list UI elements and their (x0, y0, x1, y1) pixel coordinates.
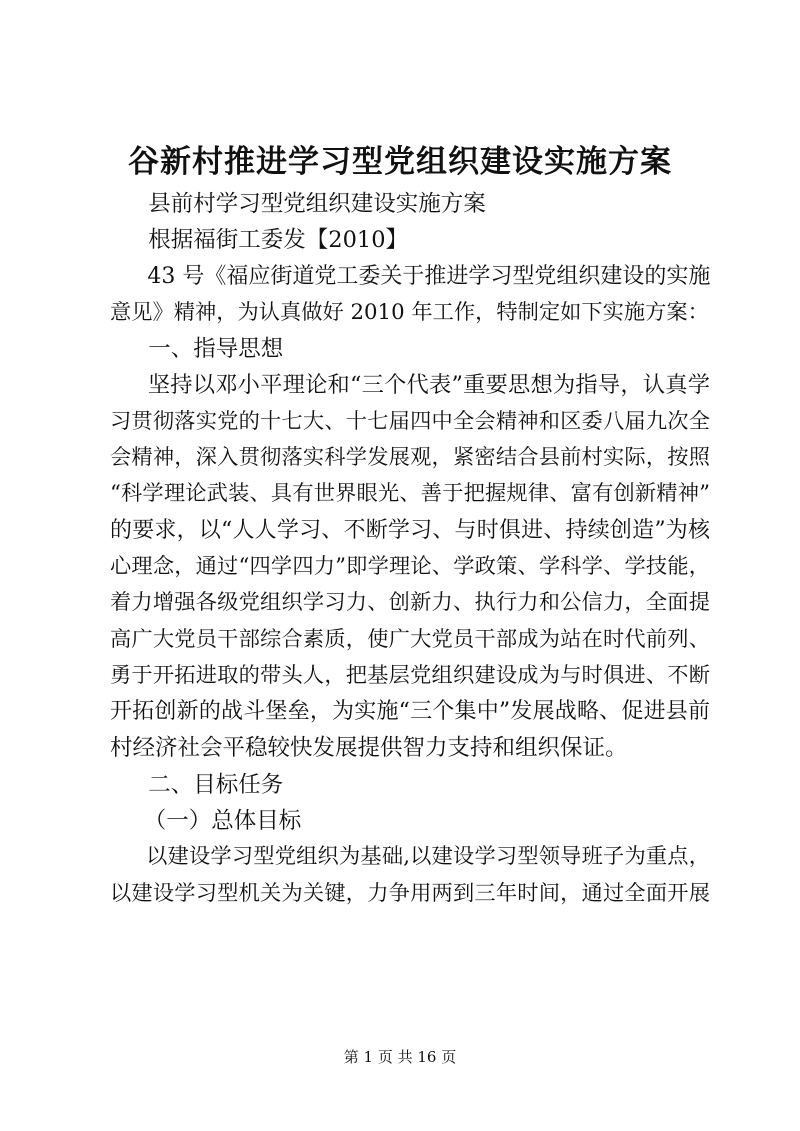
subsection1-heading: （一）总体目标 (143, 808, 302, 835)
page-number-footer: 第 1 页 共 16 页 (343, 1048, 457, 1066)
paragraph-line: 着力增强各级党组织学习力、创新力、执行力和公信力，全面提 (110, 590, 710, 616)
intro-paragraph (110, 259, 710, 332)
section2-heading: 二、目标任务 (148, 771, 284, 798)
paragraph-line: 勇于开拓进取的带头人，把基层党组织建设成为与时俱进、不断 (110, 662, 710, 688)
paragraph-line: 会精神，深入贯彻落实科学发展观，紧密结合县前村实际，按照 (110, 445, 710, 471)
paragraph-line: “科学理论武装、具有世界眼光、善于把握规律、富有创新精神” (110, 481, 710, 507)
paragraph-line: 的要求，以“人人学习、不断学习、与时俱进、持续创造”为核 (110, 517, 710, 543)
paragraph-line: 高广大党员干部综合素质，使广大党员干部成为站在时代前列、 (110, 626, 710, 652)
document-title: 谷新村推进学习型党组织建设实施方案 (128, 144, 672, 180)
subsection1-paragraph (110, 839, 710, 912)
subtitle-line: 县前村学习型党组织建设实施方案 (148, 191, 486, 217)
intro-line: 意见》精神，为认真做好 2010 年工作，特制定如下实施方案： (110, 299, 709, 325)
paragraph-line: 心理念，通过“四学四力”即学理论、学政策、学科学、学技能， (110, 553, 710, 579)
section1-paragraph (110, 367, 710, 766)
paragraph-line: 村经济社会平稳较快发展提供智力支持和组织保证。 (110, 735, 628, 762)
document-body (110, 186, 710, 912)
paragraph-line: 开拓创新的战斗堡垒，为实施“三个集中”发展战略、促进县前 (110, 699, 710, 725)
paragraph-line: 习贯彻落实党的十七大、十七届四中全会精神和区委八届九次全 (110, 408, 710, 434)
section1-heading: 一、指导思想 (148, 336, 284, 363)
paragraph-line: 坚持以邓小平理论和“三个代表”重要思想为指导，认真学 (147, 372, 710, 399)
paragraph-line: 以建设学习型机关为关键，力争用两到三年时间，通过全面开展 (110, 880, 710, 906)
paragraph-line: 以建设学习型党组织为基础,以建设学习型领导班子为重点， (146, 844, 710, 870)
intro-line: 43 号《福应街道党工委关于推进学习型党组织建设的实施 (147, 263, 711, 289)
basis-line: 根据福街工委发【2010】 (148, 227, 409, 254)
